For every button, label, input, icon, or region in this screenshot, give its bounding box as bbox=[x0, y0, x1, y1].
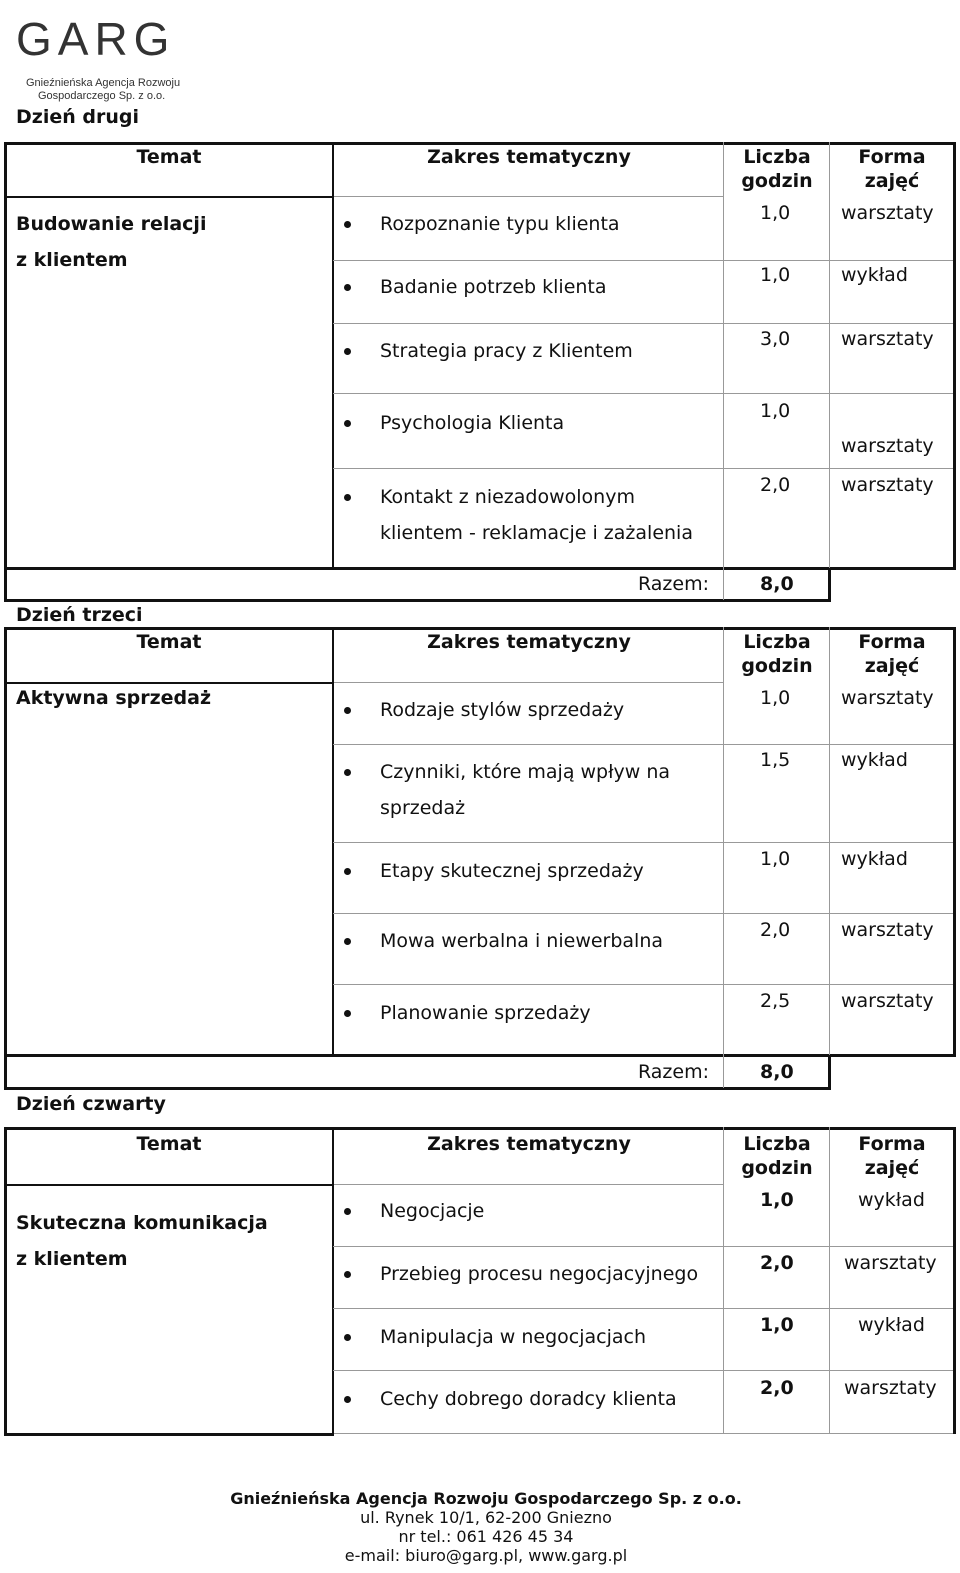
day2-topic-line1: Budowanie relacji bbox=[16, 213, 207, 235]
day2-row-form: wykład bbox=[841, 264, 908, 286]
day4-header-forma: Forma bbox=[858, 1133, 926, 1155]
day3-row-text: Rodzaje stylów sprzedaży bbox=[380, 699, 625, 721]
day4-title: Dzień czwarty bbox=[16, 1093, 166, 1115]
day2-row-form: warsztaty bbox=[841, 474, 934, 496]
day2-row-text: Kontakt z niezadowolonym bbox=[380, 486, 635, 508]
day2-row-text: Rozpoznanie typu klienta bbox=[380, 213, 620, 235]
bullet-icon bbox=[344, 769, 351, 776]
day3-row-hours: 2,5 bbox=[760, 990, 791, 1012]
day4-row-hours: 1,0 bbox=[760, 1314, 794, 1336]
day2-row-hours: 2,0 bbox=[760, 474, 791, 496]
day3-row-text-line2: sprzedaż bbox=[380, 797, 466, 819]
day2-row-text: Strategia pracy z Klientem bbox=[380, 340, 633, 362]
bullet-icon bbox=[344, 494, 351, 501]
footer-contact: e-mail: biuro@garg.pl, www.garg.pl bbox=[344, 1546, 628, 1565]
day3-row-hours: 1,5 bbox=[760, 749, 791, 771]
day4-row-text: Negocjacje bbox=[380, 1200, 485, 1222]
day3-row-hours: 1,0 bbox=[760, 848, 791, 870]
bullet-icon bbox=[344, 1334, 351, 1341]
day4-row-text: Cechy dobrego doradcy klienta bbox=[380, 1388, 677, 1410]
day2-row-hours: 1,0 bbox=[760, 264, 791, 286]
day3-topic: Aktywna sprzedaż bbox=[16, 687, 212, 709]
day2-row-hours: 3,0 bbox=[760, 328, 791, 350]
footer-address: ul. Rynek 10/1, 62-200 Gniezno bbox=[360, 1508, 612, 1527]
bullet-icon bbox=[344, 1271, 351, 1278]
bullet-icon bbox=[344, 707, 351, 714]
day2-title: Dzień drugi bbox=[16, 106, 139, 128]
day4-row-hours: 2,0 bbox=[760, 1377, 794, 1399]
bullet-icon bbox=[344, 938, 351, 945]
day4-topic-line1: Skuteczna komunikacja bbox=[16, 1212, 268, 1234]
day3-row-text: Etapy skutecznej sprzedaży bbox=[380, 860, 644, 882]
day3-row-text: Planowanie sprzedaży bbox=[380, 1002, 591, 1024]
day2-row-hours: 1,0 bbox=[760, 400, 791, 422]
day4-header-godzin: godzin bbox=[741, 1157, 813, 1179]
bullet-icon bbox=[344, 1396, 351, 1403]
day2-header-zajec: zajęć bbox=[864, 170, 920, 192]
day3-row-form: warsztaty bbox=[841, 687, 934, 709]
footer-company: Gnieźnieńska Agencja Rozwoju Gospodarczego Sp. z o.o. bbox=[230, 1489, 742, 1508]
day4-header-liczba: Liczba bbox=[743, 1133, 811, 1155]
day4-row-text: Manipulacja w negocjacjach bbox=[380, 1326, 647, 1348]
bullet-icon bbox=[344, 420, 351, 427]
day2-row-form: warsztaty bbox=[841, 202, 934, 224]
day3-row-hours: 2,0 bbox=[760, 919, 791, 941]
day4-row-form: wykład bbox=[858, 1314, 925, 1336]
day2-row-text: Psychologia Klienta bbox=[380, 412, 565, 434]
day4-header-zakres: Zakres tematyczny bbox=[427, 1133, 631, 1155]
day2-row-text-line2: klientem - reklamacje i zażalenia bbox=[380, 522, 693, 544]
day3-header-temat: Temat bbox=[136, 631, 202, 653]
day2-row-form: warsztaty bbox=[841, 328, 934, 350]
logo-subtitle-1: Gnieźnieńska Agencja Rozwoju bbox=[26, 77, 181, 89]
day4-header-zajec: zajęć bbox=[864, 1157, 920, 1179]
day2-total-value: 8,0 bbox=[760, 573, 794, 595]
day4-row-form: wykład bbox=[858, 1189, 925, 1211]
day4-row-form: warsztaty bbox=[844, 1377, 937, 1399]
day3-row-text: Czynniki, które mają wpływ na bbox=[380, 761, 671, 783]
day4-row-form: warsztaty bbox=[844, 1252, 937, 1274]
logo-subtitle-2: Gospodarczego Sp. z o.o. bbox=[38, 90, 166, 102]
day2-header-temat: Temat bbox=[136, 146, 202, 168]
footer-phone: nr tel.: 061 426 45 34 bbox=[398, 1527, 574, 1546]
day3-row-text: Mowa werbalna i niewerbalna bbox=[380, 930, 664, 952]
day2-row-form: warsztaty bbox=[841, 435, 934, 457]
day2-header-godzin: godzin bbox=[741, 170, 813, 192]
day3-header-liczba: Liczba bbox=[743, 631, 811, 653]
day3-header-zakres: Zakres tematyczny bbox=[427, 631, 631, 653]
day4-row-text: Przebieg procesu negocjacyjnego bbox=[380, 1263, 699, 1285]
day3-header-godzin: godzin bbox=[741, 655, 813, 677]
day3-total-label: Razem: bbox=[638, 1061, 709, 1083]
logo-brand: GARG bbox=[16, 13, 176, 65]
day2-header-forma: Forma bbox=[858, 146, 926, 168]
bullet-icon bbox=[344, 348, 351, 355]
bullet-icon bbox=[344, 868, 351, 875]
day2-header-zakres: Zakres tematyczny bbox=[427, 146, 631, 168]
day3-row-form: wykład bbox=[841, 848, 908, 870]
bullet-icon bbox=[344, 221, 351, 228]
day3-row-form: wykład bbox=[841, 749, 908, 771]
day4-header-temat: Temat bbox=[136, 1133, 202, 1155]
day2-row-text: Badanie potrzeb klienta bbox=[380, 276, 607, 298]
bullet-icon bbox=[344, 1208, 351, 1215]
day3-header-forma: Forma bbox=[858, 631, 926, 653]
day3-total-value: 8,0 bbox=[760, 1061, 794, 1083]
day2-total-label: Razem: bbox=[638, 573, 709, 595]
day4-row-hours: 2,0 bbox=[760, 1252, 794, 1274]
bullet-icon bbox=[344, 1010, 351, 1017]
day3-row-hours: 1,0 bbox=[760, 687, 791, 709]
day2-header-liczba: Liczba bbox=[743, 146, 811, 168]
day3-row-form: warsztaty bbox=[841, 990, 934, 1012]
day2-row-hours: 1,0 bbox=[760, 202, 791, 224]
day3-header-zajec: zajęć bbox=[864, 655, 920, 677]
day4-row-hours: 1,0 bbox=[760, 1189, 794, 1211]
day3-title: Dzień trzeci bbox=[16, 604, 143, 626]
day3-row-form: warsztaty bbox=[841, 919, 934, 941]
company-logo bbox=[16, 4, 188, 102]
bullet-icon bbox=[344, 284, 351, 291]
day2-topic-line2: z klientem bbox=[16, 249, 128, 271]
day4-topic-line2: z klientem bbox=[16, 1248, 128, 1270]
